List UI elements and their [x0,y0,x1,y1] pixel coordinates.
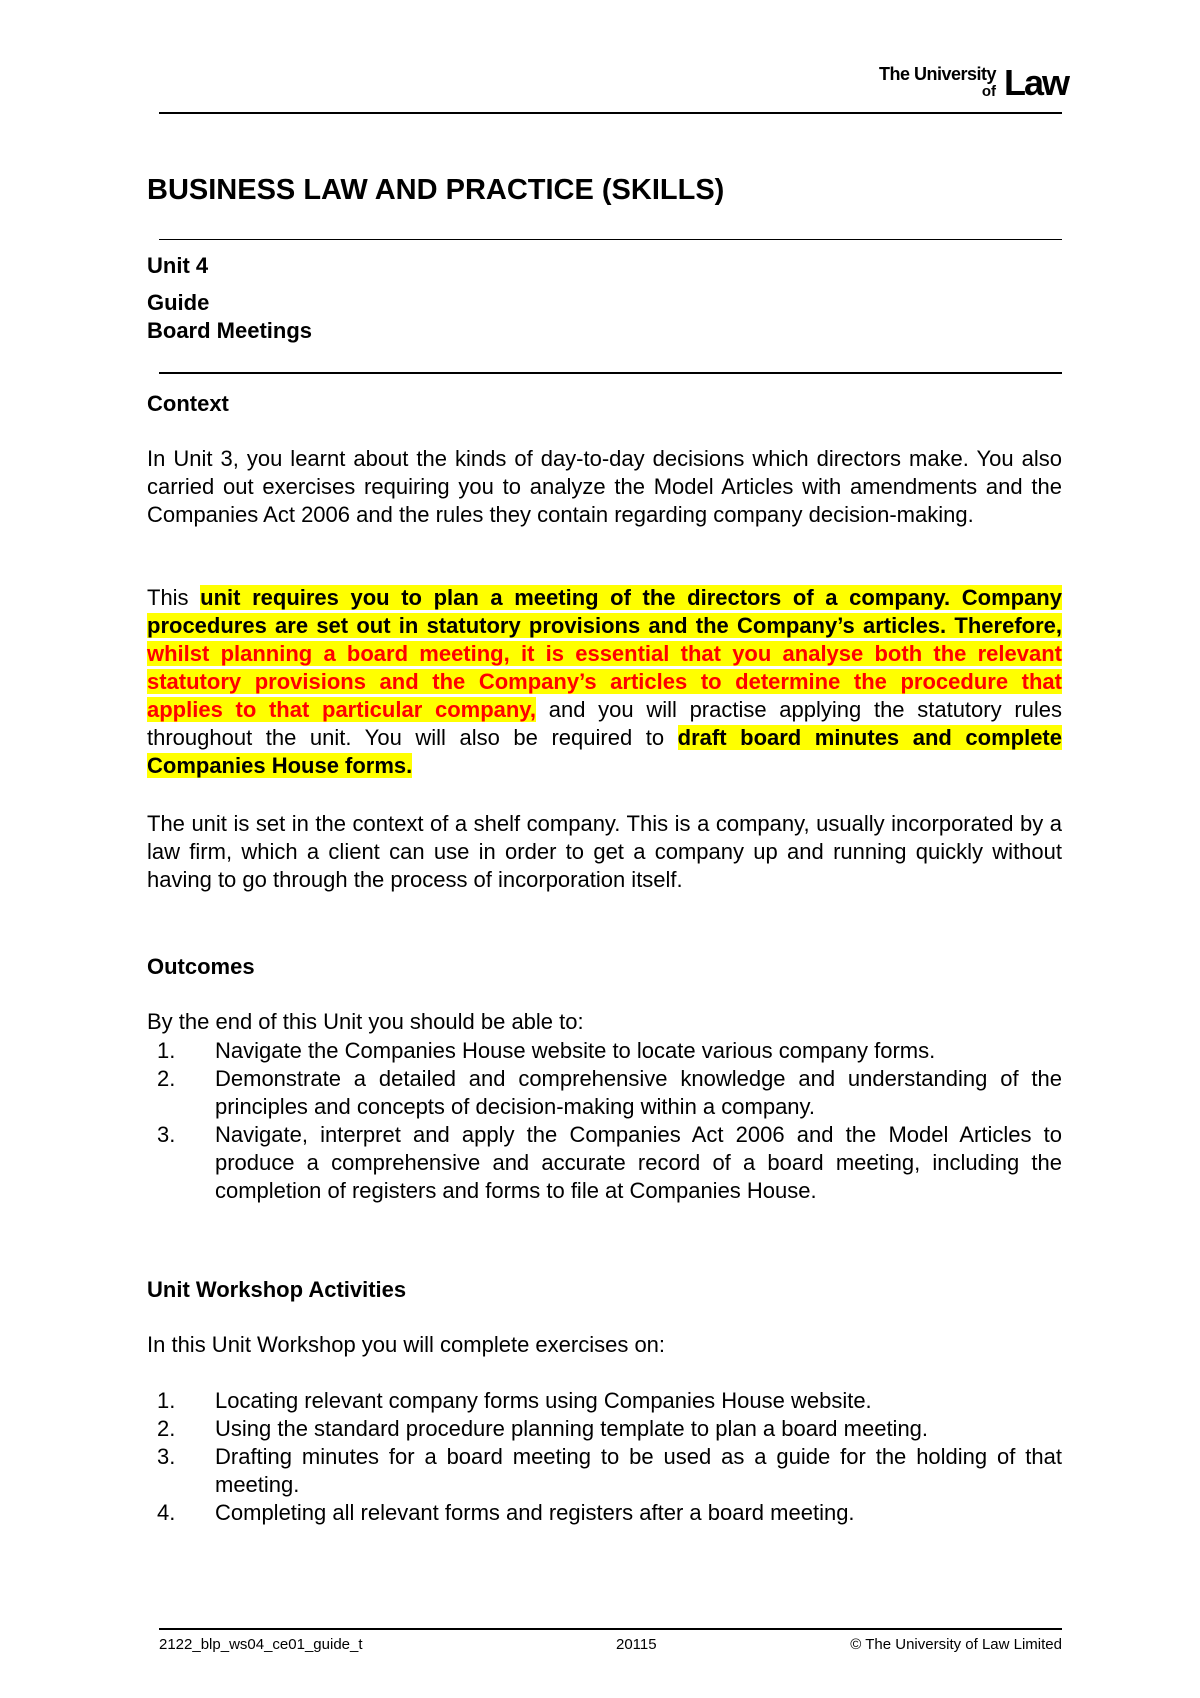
header-rule [159,112,1062,114]
list-item-number: 2. [157,1066,176,1091]
context-paragraph-3: The unit is set in the context of a shelf company. This is a company, usually incorporated by a law firm, which a client can use in order to get a company up and running quickly without having to go through the process of incorporation itself. [147,811,1062,892]
list-item [147,1443,1062,1499]
list-item-number: 1. [157,1388,176,1413]
footer-number: 20115 [616,1636,657,1653]
list-item-number: 3. [157,1122,176,1147]
list-item-number: 4. [157,1500,176,1525]
list-item-number: 2. [157,1416,176,1441]
list-item-text: Completing all relevant forms and registers after a board meeting. [215,1500,855,1525]
topic-label: Board Meetings [147,318,313,343]
list-item-text: Navigate the Companies House website to locate various company forms. [215,1038,936,1063]
p2-highlight-draft: draft board minutes and complete Companies House forms. [147,725,1062,778]
list-item [147,1065,1062,1121]
list-item [147,1121,1062,1205]
university-logo [858,60,1068,106]
document-title: BUSINESS LAW AND PRACTICE (SKILLS) [147,174,725,206]
outcomes-intro: By the end of this Unit you should be able to: [147,1009,584,1034]
list-item-number: 3. [157,1444,176,1469]
title-rule [159,239,1062,240]
list-item [147,1415,1062,1443]
guide-label: Guide [147,290,210,315]
list-item [147,1387,1062,1415]
list-item-text: Using the standard procedure planning template to plan a board meeting. [215,1416,929,1441]
list-item-number: 1. [157,1038,176,1063]
footer-rule [159,1628,1062,1630]
workshop-list [147,1387,1062,1527]
list-item-text: Demonstrate a detailed and comprehensive knowledge and understanding of the principles and concepts of decision-making within a company. [215,1066,1062,1119]
list-item-text: Navigate, interpret and apply the Companies Act 2006 and the Model Articles to produce a comprehensive and accurate record of a board meeting, including the completion of registers and forms to file at Companies House. [215,1122,1062,1203]
list-item-text: Locating relevant company forms using Companies House website. [215,1388,872,1413]
footer-document-code: 2122_blp_ws04_ce01_guide_t [159,1636,363,1653]
p2-middle: and you will practise applying the statutory rules throughout the unit. You will also be required to [147,697,1062,750]
list-item-text: Drafting minutes for a board meeting to be used as a guide for the holding of that meeting. [215,1444,1062,1497]
p2-intro: This [147,585,201,610]
context-paragraph-1: In Unit 3, you learnt about the kinds of day-to-day decisions which directors make. You also carried out exercises requiring you to analyze the Model Articles with amendments and the Companies Act 2006 and the rules they contain regarding company decision-making. [147,446,1062,527]
context-heading: Context [147,391,229,416]
p2-highlight-red: whilst planning a board meeting, it is essential that you analyse both the relevant statutory provisions and the Company’s articles to determine the procedure that applies to that particular company, [147,641,1062,722]
logo-line1: The University [878,64,996,84]
outcomes-list [147,1037,1062,1205]
workshop-heading: Unit Workshop Activities [147,1277,407,1302]
list-item [147,1499,1062,1527]
outcomes-heading: Outcomes [147,954,255,979]
p2-therefore: Therefore, [946,613,1062,638]
section-rule [159,372,1062,374]
p2-highlight-plan: unit requires you to plan a meeting of the directors of a company. Company procedures are set out in statutory provisions and the Company’s articles. [147,585,1062,638]
workshop-intro: In this Unit Workshop you will complete exercises on: [147,1332,666,1357]
unit-label: Unit 4 [147,253,209,278]
context-paragraph-2 [147,584,1062,780]
list-item [147,1037,1062,1065]
logo-law: Law [1003,62,1068,103]
logo-of: of [981,83,996,100]
footer-copyright: © The University of Law Limited [850,1636,1062,1653]
